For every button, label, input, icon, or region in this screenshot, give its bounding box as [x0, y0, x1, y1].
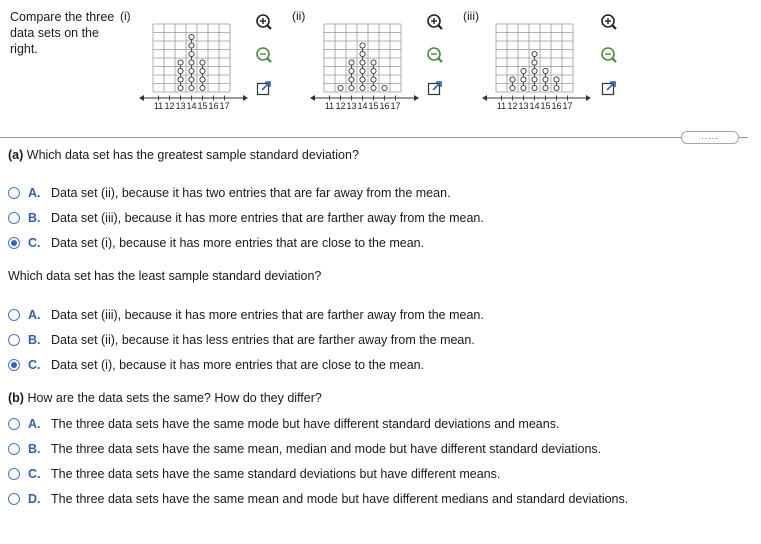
dot-plot-svg	[309, 22, 421, 117]
part-label: (a)	[8, 148, 24, 162]
tick-label: 15	[540, 101, 551, 111]
option-letter: C.	[28, 236, 41, 250]
data-dot	[360, 43, 365, 48]
question-a-second	[8, 269, 321, 283]
tick-label: 17	[390, 101, 401, 111]
radio-button[interactable]	[8, 493, 20, 505]
zoom-in-icon[interactable]	[426, 13, 444, 31]
option-text: The three data sets have the same standard deviations but have different means.	[51, 467, 501, 481]
data-dot	[360, 85, 365, 90]
data-dot	[521, 68, 526, 73]
section-divider	[0, 137, 748, 138]
radio-button-selected[interactable]	[8, 359, 20, 371]
data-dot	[521, 85, 526, 90]
intro-text: Compare the three data sets on the right.	[10, 10, 115, 56]
dot-plot-svg	[138, 22, 250, 117]
tick-label: 16	[551, 101, 562, 111]
tick-label: 14	[357, 101, 368, 111]
option-text: Data set (iii), because it has more entries that are farther away from the mean.	[51, 308, 484, 322]
zoom-in-icon[interactable]	[600, 13, 618, 31]
option-b2[interactable]	[8, 440, 601, 458]
data-dot	[532, 51, 537, 56]
dot-plot-svg	[481, 22, 593, 117]
option-letter: B.	[28, 333, 41, 347]
option-b3[interactable]	[8, 465, 500, 483]
tick-label: 12	[164, 101, 175, 111]
tick-label: 16	[208, 101, 219, 111]
option-letter: A.	[28, 417, 41, 431]
question-b	[8, 391, 322, 405]
axis-arrow-right	[243, 95, 248, 101]
data-dot	[532, 68, 537, 73]
data-dot	[349, 60, 354, 65]
axis-arrow-left	[139, 95, 144, 101]
tick-label: 11	[153, 101, 164, 111]
data-dot	[178, 68, 183, 73]
option-text: The three data sets have the same mode but have different standard deviations and means.	[51, 417, 560, 431]
expand-icon[interactable]	[427, 80, 445, 98]
data-dot	[554, 85, 559, 90]
tick-label: 12	[335, 101, 346, 111]
option-letter: B.	[28, 211, 41, 225]
option-letter: B.	[28, 442, 41, 456]
option-b4[interactable]	[8, 490, 628, 508]
data-dot	[371, 68, 376, 73]
zoom-in-icon[interactable]	[255, 13, 273, 31]
data-dot	[521, 77, 526, 82]
option-a3[interactable]	[8, 234, 424, 252]
data-dot	[532, 60, 537, 65]
tick-label: 13	[518, 101, 529, 111]
data-dot	[200, 85, 205, 90]
axis-arrow-left	[310, 95, 315, 101]
data-dot	[178, 77, 183, 82]
axis-arrow-right	[414, 95, 419, 101]
tick-label: 13	[175, 101, 186, 111]
option-text: Data set (iii), because it has more entries that are farther away from the mean.	[51, 211, 484, 225]
more-button[interactable]: .....	[681, 131, 739, 144]
data-dot	[510, 85, 515, 90]
data-dot	[178, 85, 183, 90]
expand-icon[interactable]	[601, 80, 619, 98]
data-dot	[371, 60, 376, 65]
dataset-label-i: (i)	[120, 9, 131, 23]
tick-label: 15	[368, 101, 379, 111]
data-dot	[360, 68, 365, 73]
data-dot	[543, 85, 548, 90]
radio-button[interactable]	[8, 443, 20, 455]
option-letter: C.	[28, 358, 41, 372]
dot-plot-ii	[309, 22, 421, 117]
dot-plot-iii	[481, 22, 593, 117]
tick-label: 11	[324, 101, 335, 111]
data-dot	[360, 51, 365, 56]
option-letter: A.	[28, 308, 41, 322]
data-dot	[532, 77, 537, 82]
axis-arrow-left	[482, 95, 487, 101]
tick-label: 14	[529, 101, 540, 111]
option-a1[interactable]	[8, 184, 451, 202]
option-a2-2[interactable]	[8, 331, 475, 349]
option-text: The three data sets have the same mean, median and mode but have different standard deviations.	[51, 442, 602, 456]
data-dot	[189, 51, 194, 56]
data-dot	[371, 77, 376, 82]
radio-button[interactable]	[8, 212, 20, 224]
dataset-label-iii: (iii)	[463, 9, 479, 23]
option-text: Data set (i), because it has more entries that are close to the mean.	[51, 358, 425, 372]
radio-button[interactable]	[8, 187, 20, 199]
data-dot	[554, 77, 559, 82]
dot-plot-i	[138, 22, 250, 117]
data-dot	[189, 77, 194, 82]
data-dot	[189, 68, 194, 73]
axis-arrow-right	[586, 95, 591, 101]
option-text: Data set (i), because it has more entries that are close to the mean.	[51, 236, 425, 250]
option-a2-3[interactable]	[8, 356, 424, 374]
zoom-out-icon[interactable]	[426, 46, 444, 64]
radio-button[interactable]	[8, 309, 20, 321]
data-dot	[189, 85, 194, 90]
question-text: Which data set has the greatest sample standard deviation?	[26, 148, 359, 162]
data-dot	[189, 43, 194, 48]
option-a2-1[interactable]	[8, 306, 484, 324]
tick-label: 14	[186, 101, 197, 111]
data-dot	[200, 77, 205, 82]
tick-label: 17	[219, 101, 230, 111]
data-dot	[360, 60, 365, 65]
question-a	[8, 148, 359, 162]
radio-button[interactable]	[8, 468, 20, 480]
data-dot	[382, 85, 387, 90]
question-text: How are the data sets the same? How do they differ?	[27, 391, 322, 405]
part-label: (b)	[8, 391, 24, 405]
data-dot	[360, 77, 365, 82]
data-dot	[349, 85, 354, 90]
tick-label: 15	[197, 101, 208, 111]
data-dot	[349, 77, 354, 82]
data-dot	[189, 34, 194, 39]
data-dot	[338, 85, 343, 90]
zoom-out-icon[interactable]	[255, 46, 273, 64]
expand-icon[interactable]	[256, 80, 274, 98]
data-dot	[178, 60, 183, 65]
data-dot	[543, 77, 548, 82]
data-dot	[532, 85, 537, 90]
dataset-label-ii: (ii)	[292, 9, 306, 23]
data-dot	[349, 68, 354, 73]
option-text: Data set (ii), because it has two entries that are far away from the mean.	[51, 186, 451, 200]
option-letter: C.	[28, 467, 41, 481]
tick-label: 13	[346, 101, 357, 111]
data-dot	[510, 77, 515, 82]
option-b1[interactable]	[8, 415, 559, 433]
option-a2[interactable]	[8, 209, 484, 227]
data-dot	[200, 68, 205, 73]
option-letter: A.	[28, 186, 41, 200]
tick-label: 16	[379, 101, 390, 111]
option-letter: D.	[28, 492, 41, 506]
radio-button[interactable]	[8, 418, 20, 430]
radio-button[interactable]	[8, 334, 20, 346]
data-dot	[200, 60, 205, 65]
option-text: The three data sets have the same mean and mode but have different medians and standard deviations.	[51, 492, 629, 506]
zoom-out-icon[interactable]	[600, 46, 618, 64]
radio-button-selected[interactable]	[8, 237, 20, 249]
tick-label: 12	[507, 101, 518, 111]
data-dot	[371, 85, 376, 90]
tick-label: 11	[496, 101, 507, 111]
option-text: Data set (ii), because it has less entries that are farther away from the mean.	[51, 333, 475, 347]
data-dot	[189, 60, 194, 65]
question-text: Which data set has the least sample standard deviation?	[8, 269, 322, 283]
data-dot	[543, 68, 548, 73]
tick-label: 17	[562, 101, 573, 111]
